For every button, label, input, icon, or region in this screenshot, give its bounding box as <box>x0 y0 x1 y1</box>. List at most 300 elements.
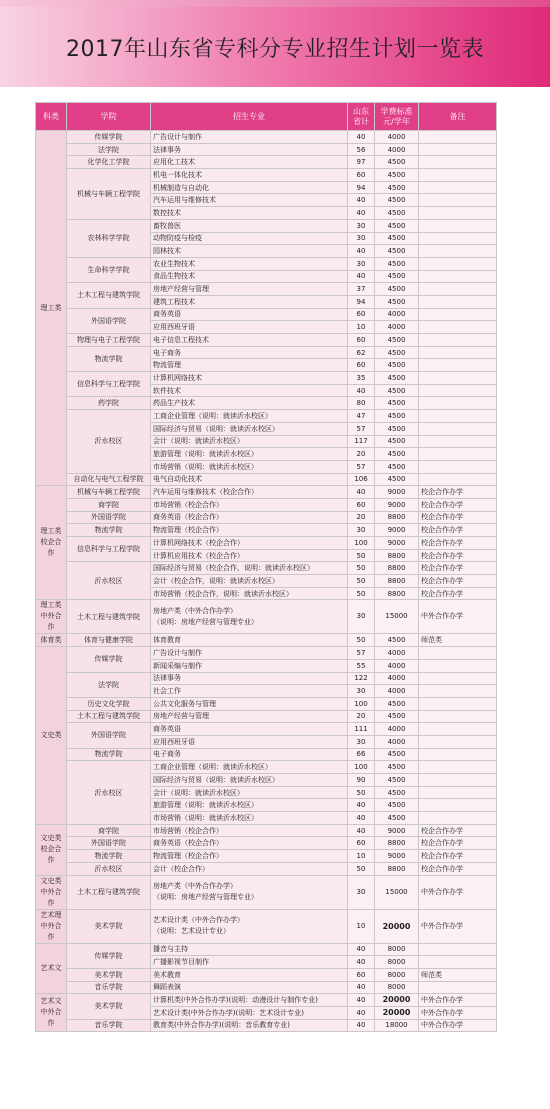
quota-cell: 40 <box>348 981 375 994</box>
note-cell: 校企合作办学 <box>419 562 497 575</box>
major-cell: 园林技术 <box>151 245 348 258</box>
table-row <box>36 473 497 486</box>
note-cell <box>419 245 497 258</box>
quota-cell: 30 <box>348 600 375 634</box>
quota-cell: 50 <box>348 634 375 647</box>
fee-cell: 4500 <box>375 422 419 435</box>
category-cell: 文史类中外合作 <box>36 875 67 909</box>
quota-cell: 60 <box>348 968 375 981</box>
category-cell: 理工类中外合作 <box>36 600 67 634</box>
major-note: （说明：房地产经营与管理专业） <box>153 617 258 626</box>
table-row <box>36 875 497 909</box>
major-cell: 国际经济与贸易（校企合作，说明：就读沂水校区） <box>151 562 348 575</box>
fee-cell: 20000 <box>375 909 419 943</box>
major-cell: 商务英语 <box>151 723 348 736</box>
fee-cell: 4500 <box>375 460 419 473</box>
fee-cell: 8800 <box>375 511 419 524</box>
header-category: 科类 <box>36 103 67 131</box>
major-cell: 教育类(中外合作办学)(说明：音乐教育专业) <box>151 1019 348 1032</box>
note-cell <box>419 194 497 207</box>
fee-cell: 8000 <box>375 968 419 981</box>
quota-cell: 40 <box>348 207 375 220</box>
note-cell <box>419 473 497 486</box>
major-cell: 应用西班牙语 <box>151 735 348 748</box>
table-row <box>36 824 497 837</box>
college-cell: 体育与健康学院 <box>67 634 151 647</box>
fee-cell: 4500 <box>375 774 419 787</box>
note-cell: 校企合作办学 <box>419 824 497 837</box>
major-cell: 市场营销（说明：就读沂水校区） <box>151 460 348 473</box>
note-cell <box>419 156 497 169</box>
quota-cell: 60 <box>348 359 375 372</box>
note-cell <box>419 786 497 799</box>
quota-cell: 60 <box>348 169 375 182</box>
college-cell: 机械与车辆工程学院 <box>67 486 151 499</box>
major-cell: 房地产经营与管理 <box>151 283 348 296</box>
major-cell: 电子信息工程技术 <box>151 334 348 347</box>
note-cell <box>419 270 497 283</box>
college-cell: 土木工程与建筑学院 <box>67 600 151 634</box>
enrollment-plan-table <box>35 102 497 1032</box>
quota-cell: 111 <box>348 723 375 736</box>
major-cell: 物流管理（校企合作） <box>151 850 348 863</box>
note-cell <box>419 710 497 723</box>
major-cell: 市场营销（校企合作） <box>151 498 348 511</box>
note-cell <box>419 659 497 672</box>
note-cell <box>419 207 497 220</box>
table-row <box>36 634 497 647</box>
quota-cell: 20 <box>348 511 375 524</box>
quota-cell: 47 <box>348 410 375 423</box>
table-row <box>36 486 497 499</box>
fee-cell: 4000 <box>375 321 419 334</box>
quota-cell: 40 <box>348 1006 375 1019</box>
note-cell: 校企合作办学 <box>419 486 497 499</box>
quota-cell: 50 <box>348 562 375 575</box>
note-cell <box>419 956 497 969</box>
quota-cell: 56 <box>348 143 375 156</box>
note-cell: 校企合作办学 <box>419 837 497 850</box>
fee-cell: 4500 <box>375 257 419 270</box>
note-cell <box>419 761 497 774</box>
table-row <box>36 511 497 524</box>
college-cell: 美术学院 <box>67 968 151 981</box>
quota-cell: 30 <box>348 219 375 232</box>
quota-cell: 20 <box>348 448 375 461</box>
major-cell: 应用西班牙语 <box>151 321 348 334</box>
major-cell <box>151 600 348 634</box>
major-cell: 工商企业管理（说明：就读沂水校区） <box>151 761 348 774</box>
quota-cell: 30 <box>348 685 375 698</box>
fee-cell: 4500 <box>375 634 419 647</box>
college-cell: 物流学院 <box>67 346 151 371</box>
fee-cell: 4500 <box>375 207 419 220</box>
major-cell: 会计（校企合作） <box>151 862 348 875</box>
fee-cell: 4500 <box>375 283 419 296</box>
fee-cell: 4000 <box>375 685 419 698</box>
table-row <box>36 761 497 774</box>
note-cell <box>419 169 497 182</box>
college-cell: 农林科学学院 <box>67 219 151 257</box>
note-cell <box>419 647 497 660</box>
fee-cell: 4500 <box>375 397 419 410</box>
major-cell: 体育教育 <box>151 634 348 647</box>
major-cell: 市场营销（说明：就读沂水校区） <box>151 812 348 825</box>
fee-cell: 4500 <box>375 761 419 774</box>
table-row <box>36 850 497 863</box>
note-cell <box>419 257 497 270</box>
fee-cell: 4000 <box>375 143 419 156</box>
fee-cell: 4000 <box>375 308 419 321</box>
category-cell: 理工类校企合作 <box>36 486 67 600</box>
quota-cell: 10 <box>348 909 375 943</box>
note-cell: 师范类 <box>419 968 497 981</box>
quota-cell: 60 <box>348 498 375 511</box>
note-cell: 校企合作办学 <box>419 524 497 537</box>
note-cell <box>419 981 497 994</box>
header-major: 招生专业 <box>151 103 348 131</box>
major-cell: 商务英语 <box>151 308 348 321</box>
note-cell: 中外合作办学 <box>419 1006 497 1019</box>
fee-cell: 4500 <box>375 786 419 799</box>
note-cell: 校企合作办学 <box>419 862 497 875</box>
major-cell: 电气自动化技术 <box>151 473 348 486</box>
college-cell: 音乐学院 <box>67 981 151 994</box>
quota-cell: 30 <box>348 735 375 748</box>
fee-cell: 4500 <box>375 372 419 385</box>
table-row <box>36 397 497 410</box>
fee-cell: 4500 <box>375 799 419 812</box>
fee-cell: 4500 <box>375 812 419 825</box>
note-cell <box>419 435 497 448</box>
note-cell: 师范类 <box>419 634 497 647</box>
note-cell <box>419 460 497 473</box>
quota-cell: 40 <box>348 1019 375 1032</box>
note-cell: 中外合作办学 <box>419 600 497 634</box>
major-cell: 应用化工技术 <box>151 156 348 169</box>
major-cell: 食品生物技术 <box>151 270 348 283</box>
fee-cell: 8800 <box>375 562 419 575</box>
fee-cell: 4500 <box>375 697 419 710</box>
table-row <box>36 748 497 761</box>
fee-cell: 8800 <box>375 837 419 850</box>
major-cell: 公共文化服务与管理 <box>151 697 348 710</box>
note-cell: 校企合作办学 <box>419 537 497 550</box>
college-cell: 物流学院 <box>67 524 151 537</box>
major-cell: 计算机网络技术 <box>151 372 348 385</box>
college-cell: 沂水校区 <box>67 761 151 824</box>
note-cell <box>419 748 497 761</box>
header-fee: 学费标准元/学年 <box>375 103 419 131</box>
major-cell: 广告设计与制作 <box>151 647 348 660</box>
major-cell: 机械制造与自动化 <box>151 181 348 194</box>
quota-cell: 40 <box>348 943 375 956</box>
college-cell: 自动化与电气工程学院 <box>67 473 151 486</box>
table-row <box>36 257 497 270</box>
college-cell: 传媒学院 <box>67 131 151 144</box>
note-cell: 校企合作办学 <box>419 587 497 600</box>
note-cell <box>419 672 497 685</box>
table-row <box>36 131 497 144</box>
college-cell: 传媒学院 <box>67 943 151 968</box>
major-cell: 会计（说明：就读沂水校区） <box>151 435 348 448</box>
major-cell <box>151 875 348 909</box>
note-cell <box>419 422 497 435</box>
fee-cell: 9000 <box>375 498 419 511</box>
college-cell: 音乐学院 <box>67 1019 151 1032</box>
quota-cell: 40 <box>348 486 375 499</box>
table-row <box>36 283 497 296</box>
college-cell: 外国语学院 <box>67 511 151 524</box>
fee-cell: 9000 <box>375 537 419 550</box>
note-cell <box>419 295 497 308</box>
college-cell: 商学院 <box>67 498 151 511</box>
header-college: 学院 <box>67 103 151 131</box>
category-cell: 理工类 <box>36 131 67 486</box>
quota-cell: 66 <box>348 748 375 761</box>
table-row <box>36 994 497 1007</box>
quota-cell: 57 <box>348 422 375 435</box>
college-cell: 法学院 <box>67 672 151 697</box>
fee-cell: 9000 <box>375 850 419 863</box>
quota-cell: 100 <box>348 537 375 550</box>
fee-cell: 9000 <box>375 824 419 837</box>
table-row <box>36 697 497 710</box>
major-cell: 旅游管理（说明：就读沂水校区） <box>151 799 348 812</box>
table-header-row <box>36 103 497 131</box>
fee-cell: 8800 <box>375 862 419 875</box>
major-cell: 社会工作 <box>151 685 348 698</box>
table-row <box>36 672 497 685</box>
fee-cell: 8000 <box>375 981 419 994</box>
table-row <box>36 862 497 875</box>
major-note: （说明：房地产经营与管理专业） <box>153 893 258 901</box>
table-row <box>36 710 497 723</box>
quota-cell: 55 <box>348 659 375 672</box>
college-cell: 化学化工学院 <box>67 156 151 169</box>
fee-cell: 8800 <box>375 549 419 562</box>
fee-cell: 20000 <box>375 1006 419 1019</box>
note-cell <box>419 943 497 956</box>
note-cell: 中外合作办学 <box>419 875 497 909</box>
quota-cell: 30 <box>348 875 375 909</box>
fee-cell: 4000 <box>375 735 419 748</box>
fee-cell: 4500 <box>375 295 419 308</box>
major-cell: 房地产经营与管理 <box>151 710 348 723</box>
quota-cell: 40 <box>348 824 375 837</box>
quota-cell: 100 <box>348 697 375 710</box>
major-cell <box>151 909 348 943</box>
quota-cell: 30 <box>348 232 375 245</box>
fee-cell: 4500 <box>375 156 419 169</box>
fee-cell: 4500 <box>375 181 419 194</box>
table-row <box>36 524 497 537</box>
college-cell: 历史文化学院 <box>67 697 151 710</box>
major-cell: 数控技术 <box>151 207 348 220</box>
quota-cell: 40 <box>348 270 375 283</box>
quota-cell: 100 <box>348 761 375 774</box>
fee-cell: 4500 <box>375 232 419 245</box>
title-banner <box>0 7 550 87</box>
college-cell: 药学院 <box>67 397 151 410</box>
major-cell: 机电一体化技术 <box>151 169 348 182</box>
fee-cell: 4500 <box>375 270 419 283</box>
college-cell: 物流学院 <box>67 748 151 761</box>
major-cell: 汽车运用与维修技术 <box>151 194 348 207</box>
note-cell <box>419 448 497 461</box>
college-cell: 土木工程与建筑学院 <box>67 875 151 909</box>
table-row <box>36 647 497 660</box>
note-cell: 校企合作办学 <box>419 850 497 863</box>
major-note: （说明：艺术设计专业） <box>153 927 230 935</box>
quota-cell: 40 <box>348 812 375 825</box>
enrollment-plan-table-wrapper <box>35 102 496 1032</box>
major-cell: 工商企业管理（说明：就读沂水校区） <box>151 410 348 423</box>
fee-cell: 18000 <box>375 1019 419 1032</box>
fee-cell: 9000 <box>375 486 419 499</box>
college-cell: 沂水校区 <box>67 562 151 600</box>
major-cell: 商务英语（校企合作） <box>151 837 348 850</box>
major-name: 艺术设计类（中外合作办学） <box>153 916 244 924</box>
header-note: 备注 <box>419 103 497 131</box>
quota-cell: 40 <box>348 245 375 258</box>
quota-cell: 94 <box>348 295 375 308</box>
major-cell: 新闻采编与制作 <box>151 659 348 672</box>
fee-cell: 4500 <box>375 448 419 461</box>
college-cell: 机械与车辆工程学院 <box>67 169 151 220</box>
college-cell: 商学院 <box>67 824 151 837</box>
table-row <box>36 169 497 182</box>
table-row <box>36 943 497 956</box>
quota-cell: 106 <box>348 473 375 486</box>
table-row <box>36 346 497 359</box>
quota-cell: 40 <box>348 994 375 1007</box>
note-cell <box>419 799 497 812</box>
major-cell: 广播影视节目制作 <box>151 956 348 969</box>
quota-cell: 10 <box>348 850 375 863</box>
fee-cell: 8800 <box>375 575 419 588</box>
quota-cell: 30 <box>348 524 375 537</box>
college-cell: 物流学院 <box>67 850 151 863</box>
college-cell: 美术学院 <box>67 994 151 1019</box>
major-cell: 播音与主持 <box>151 943 348 956</box>
quota-cell: 40 <box>348 384 375 397</box>
major-cell: 电子商务 <box>151 346 348 359</box>
table-row <box>36 308 497 321</box>
college-cell: 物理与电子工程学院 <box>67 334 151 347</box>
table-row <box>36 372 497 385</box>
fee-cell: 4500 <box>375 473 419 486</box>
quota-cell: 60 <box>348 308 375 321</box>
fee-cell: 4500 <box>375 346 419 359</box>
quota-cell: 90 <box>348 774 375 787</box>
category-cell: 体育类 <box>36 634 67 647</box>
header-quota: 山东省计 <box>348 103 375 131</box>
fee-cell: 4000 <box>375 672 419 685</box>
quota-cell: 20 <box>348 710 375 723</box>
table-row <box>36 837 497 850</box>
fee-cell: 4500 <box>375 748 419 761</box>
table-row <box>36 410 497 423</box>
table-row <box>36 219 497 232</box>
note-cell <box>419 697 497 710</box>
major-cell: 计算机网络技术（校企合作） <box>151 537 348 550</box>
fee-cell: 4500 <box>375 169 419 182</box>
quota-cell: 97 <box>348 156 375 169</box>
fee-cell: 4500 <box>375 194 419 207</box>
note-cell <box>419 735 497 748</box>
quota-cell: 50 <box>348 575 375 588</box>
major-cell: 市场营销（校企合作，说明：就读沂水校区） <box>151 587 348 600</box>
note-cell <box>419 812 497 825</box>
note-cell <box>419 219 497 232</box>
major-cell: 汽车运用与维修技术（校企合作） <box>151 486 348 499</box>
category-cell: 文史类校企合作 <box>36 824 67 875</box>
quota-cell: 60 <box>348 334 375 347</box>
quota-cell: 62 <box>348 346 375 359</box>
note-cell: 中外合作办学 <box>419 1019 497 1032</box>
fee-cell: 4500 <box>375 410 419 423</box>
note-cell <box>419 774 497 787</box>
fee-cell: 4500 <box>375 334 419 347</box>
table-row <box>36 156 497 169</box>
major-cell: 畜牧兽医 <box>151 219 348 232</box>
note-cell <box>419 334 497 347</box>
table-row <box>36 909 497 943</box>
major-cell: 舞蹈表演 <box>151 981 348 994</box>
major-cell: 法律事务 <box>151 143 348 156</box>
major-cell: 物流管理 <box>151 359 348 372</box>
major-cell: 艺术设计类(中外合作办学)(说明：艺术设计专业) <box>151 1006 348 1019</box>
quota-cell: 10 <box>348 321 375 334</box>
college-cell: 土木工程与建筑学院 <box>67 283 151 308</box>
major-cell: 动物防疫与检疫 <box>151 232 348 245</box>
college-cell: 外国语学院 <box>67 723 151 748</box>
fee-cell: 4000 <box>375 723 419 736</box>
category-cell: 文史类 <box>36 647 67 825</box>
table-row <box>36 723 497 736</box>
major-cell: 国际经济与贸易（说明：就读沂水校区） <box>151 422 348 435</box>
major-cell: 计算机类(中外合作办学)(说明：动漫设计与制作专业) <box>151 994 348 1007</box>
college-cell: 美术学院 <box>67 909 151 943</box>
table-row <box>36 1019 497 1032</box>
page-title: 2017年山东省专科分专业招生计划一览表 <box>66 36 484 62</box>
fee-cell: 8800 <box>375 587 419 600</box>
note-cell <box>419 346 497 359</box>
major-cell: 软件技术 <box>151 384 348 397</box>
quota-cell: 35 <box>348 372 375 385</box>
note-cell <box>419 283 497 296</box>
table-row <box>36 334 497 347</box>
note-cell: 校企合作办学 <box>419 549 497 562</box>
major-cell: 旅游管理（说明：就读沂水校区） <box>151 448 348 461</box>
major-cell: 药品生产技术 <box>151 397 348 410</box>
note-cell: 中外合作办学 <box>419 994 497 1007</box>
note-cell: 校企合作办学 <box>419 575 497 588</box>
college-cell: 沂水校区 <box>67 410 151 473</box>
quota-cell: 30 <box>348 257 375 270</box>
note-cell: 校企合作办学 <box>419 498 497 511</box>
quota-cell: 40 <box>348 194 375 207</box>
category-cell: 艺术文中外合作 <box>36 994 67 1032</box>
table-row <box>36 537 497 550</box>
note-cell <box>419 359 497 372</box>
quota-cell: 57 <box>348 460 375 473</box>
note-cell <box>419 131 497 144</box>
note-cell <box>419 723 497 736</box>
college-cell: 法学院 <box>67 143 151 156</box>
major-cell: 法律事务 <box>151 672 348 685</box>
